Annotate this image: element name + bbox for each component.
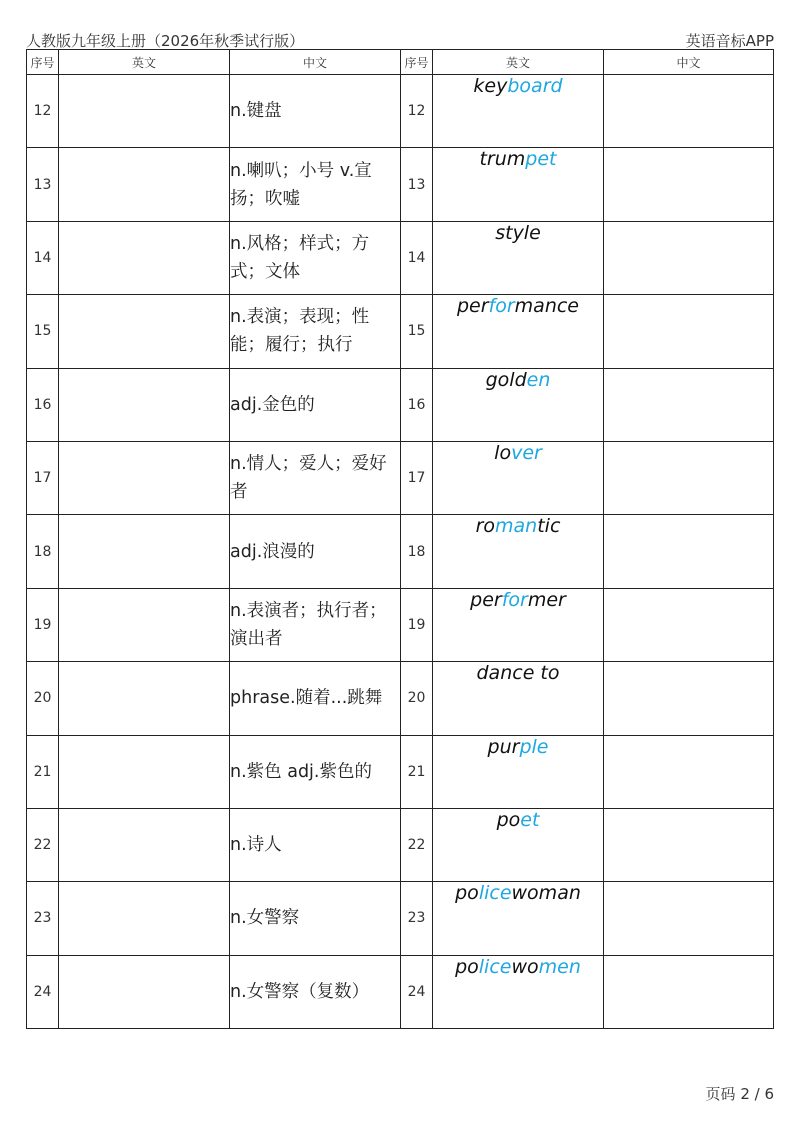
english-answer-cell [59, 882, 230, 955]
english-word [433, 221, 604, 294]
word-syllable: po [455, 882, 479, 905]
word-syllable: ro [475, 515, 496, 538]
word-syllable: pur [487, 735, 520, 758]
english-answer-cell [59, 441, 230, 514]
english-answer-cell [59, 75, 230, 148]
chinese-answer-cell [604, 295, 774, 368]
row-number-right: 23 [401, 882, 433, 955]
english-word [433, 735, 604, 808]
english-word [433, 75, 604, 148]
chinese-answer-cell [604, 588, 774, 661]
word-syllable: per [470, 588, 502, 611]
word-syllable-highlighted: men [538, 955, 581, 978]
chinese-meaning: n.女警察 [230, 882, 401, 955]
word-syllable: dance to [476, 662, 560, 685]
header-chinese-right: 中文 [604, 50, 774, 75]
english-word [433, 295, 604, 368]
chinese-answer-cell [604, 882, 774, 955]
row-number-left: 14 [27, 221, 59, 294]
word-syllable-highlighted: for [488, 295, 515, 318]
chinese-meaning: n.诗人 [230, 808, 401, 881]
chinese-answer-cell [604, 515, 774, 588]
row-number-left: 16 [27, 368, 59, 441]
english-answer-cell [59, 662, 230, 735]
row-number-left: 24 [27, 955, 59, 1028]
vocabulary-table [26, 49, 774, 1029]
chinese-meaning: n.女警察（复数） [230, 955, 401, 1028]
header-english-left: 英文 [59, 50, 230, 75]
english-word [433, 515, 604, 588]
table-header-row [27, 50, 774, 75]
row-number-left: 22 [27, 808, 59, 881]
word-syllable: wo [511, 955, 539, 978]
chinese-answer-cell [604, 441, 774, 514]
word-syllable: lo [494, 441, 512, 464]
row-number-left: 18 [27, 515, 59, 588]
table-row [27, 955, 774, 1028]
english-answer-cell [59, 368, 230, 441]
table-row [27, 221, 774, 294]
english-word [433, 368, 604, 441]
row-number-right: 15 [401, 295, 433, 368]
english-word [433, 808, 604, 881]
row-number-right: 21 [401, 735, 433, 808]
table-row [27, 441, 774, 514]
word-syllable-highlighted: for [501, 588, 528, 611]
table-row [27, 735, 774, 808]
header-no-left: 序号 [27, 50, 59, 75]
table-row [27, 808, 774, 881]
chinese-answer-cell [604, 148, 774, 221]
table-row [27, 295, 774, 368]
word-syllable-highlighted: lice [478, 882, 512, 905]
english-word [433, 148, 604, 221]
word-syllable-highlighted: ver [511, 441, 542, 464]
english-word [433, 588, 604, 661]
chinese-meaning: n.风格；样式；方式；文体 [230, 221, 401, 294]
word-syllable-highlighted: board [507, 75, 563, 97]
english-answer-cell [59, 515, 230, 588]
chinese-answer-cell [604, 735, 774, 808]
word-syllable: po [496, 808, 521, 831]
row-number-right: 17 [401, 441, 433, 514]
table-row [27, 882, 774, 955]
chinese-answer-cell [604, 368, 774, 441]
document-title: 人教版九年级上册（2026年秋季试行版） [26, 32, 305, 50]
word-syllable: key [473, 75, 508, 97]
chinese-answer-cell [604, 75, 774, 148]
chinese-meaning: n.紫色 adj.紫色的 [230, 735, 401, 808]
chinese-answer-cell [604, 955, 774, 1028]
row-number-right: 12 [401, 75, 433, 148]
chinese-answer-cell [604, 662, 774, 735]
chinese-meaning: adj.浪漫的 [230, 515, 401, 588]
word-syllable-highlighted: man [495, 515, 538, 538]
table-row [27, 368, 774, 441]
word-syllable: trum [479, 148, 526, 171]
chinese-meaning: n.情人；爱人；爱好者 [230, 441, 401, 514]
word-syllable: po [455, 955, 479, 978]
table-row [27, 148, 774, 221]
word-syllable-highlighted: en [526, 368, 551, 391]
chinese-meaning: n.喇叭；小号 v.宣扬；吹嘘 [230, 148, 401, 221]
word-syllable: style [495, 221, 541, 244]
row-number-left: 12 [27, 75, 59, 148]
chinese-meaning: adj.金色的 [230, 368, 401, 441]
chinese-meaning: n.表演；表现；性能；履行；执行 [230, 295, 401, 368]
page-number: 页码 2 / 6 [705, 1085, 774, 1103]
english-answer-cell [59, 955, 230, 1028]
english-answer-cell [59, 588, 230, 661]
row-number-right: 13 [401, 148, 433, 221]
row-number-right: 22 [401, 808, 433, 881]
word-syllable-highlighted: ple [519, 735, 549, 758]
word-syllable: woman [511, 882, 581, 905]
row-number-right: 24 [401, 955, 433, 1028]
header-chinese-left: 中文 [230, 50, 401, 75]
row-number-right: 14 [401, 221, 433, 294]
english-answer-cell [59, 735, 230, 808]
chinese-meaning: n.表演者；执行者；演出者 [230, 588, 401, 661]
row-number-right: 18 [401, 515, 433, 588]
english-word [433, 882, 604, 955]
word-syllable-highlighted: et [520, 808, 540, 831]
row-number-left: 19 [27, 588, 59, 661]
table-row [27, 662, 774, 735]
word-syllable: mance [514, 295, 580, 318]
chinese-answer-cell [604, 808, 774, 881]
word-syllable: mer [527, 588, 566, 611]
english-word [433, 662, 604, 735]
english-word [433, 955, 604, 1028]
row-number-left: 23 [27, 882, 59, 955]
word-syllable: gold [485, 368, 527, 391]
chinese-answer-cell [604, 221, 774, 294]
table-row [27, 588, 774, 661]
row-number-left: 21 [27, 735, 59, 808]
english-answer-cell [59, 221, 230, 294]
word-syllable-highlighted: pet [525, 148, 557, 171]
word-syllable: tic [537, 515, 561, 538]
header-english-right: 英文 [433, 50, 604, 75]
word-syllable-highlighted: lice [478, 955, 512, 978]
row-number-left: 15 [27, 295, 59, 368]
chinese-meaning: n.键盘 [230, 75, 401, 148]
row-number-right: 16 [401, 368, 433, 441]
english-word [433, 441, 604, 514]
english-answer-cell [59, 295, 230, 368]
row-number-left: 20 [27, 662, 59, 735]
chinese-meaning: phrase.随着...跳舞 [230, 662, 401, 735]
row-number-left: 17 [27, 441, 59, 514]
table-row [27, 75, 774, 148]
row-number-right: 19 [401, 588, 433, 661]
row-number-right: 20 [401, 662, 433, 735]
app-name: 英语音标APP [685, 32, 774, 50]
english-answer-cell [59, 148, 230, 221]
english-answer-cell [59, 808, 230, 881]
row-number-left: 13 [27, 148, 59, 221]
word-syllable: per [456, 295, 489, 318]
table-row [27, 515, 774, 588]
header-no-right: 序号 [401, 50, 433, 75]
